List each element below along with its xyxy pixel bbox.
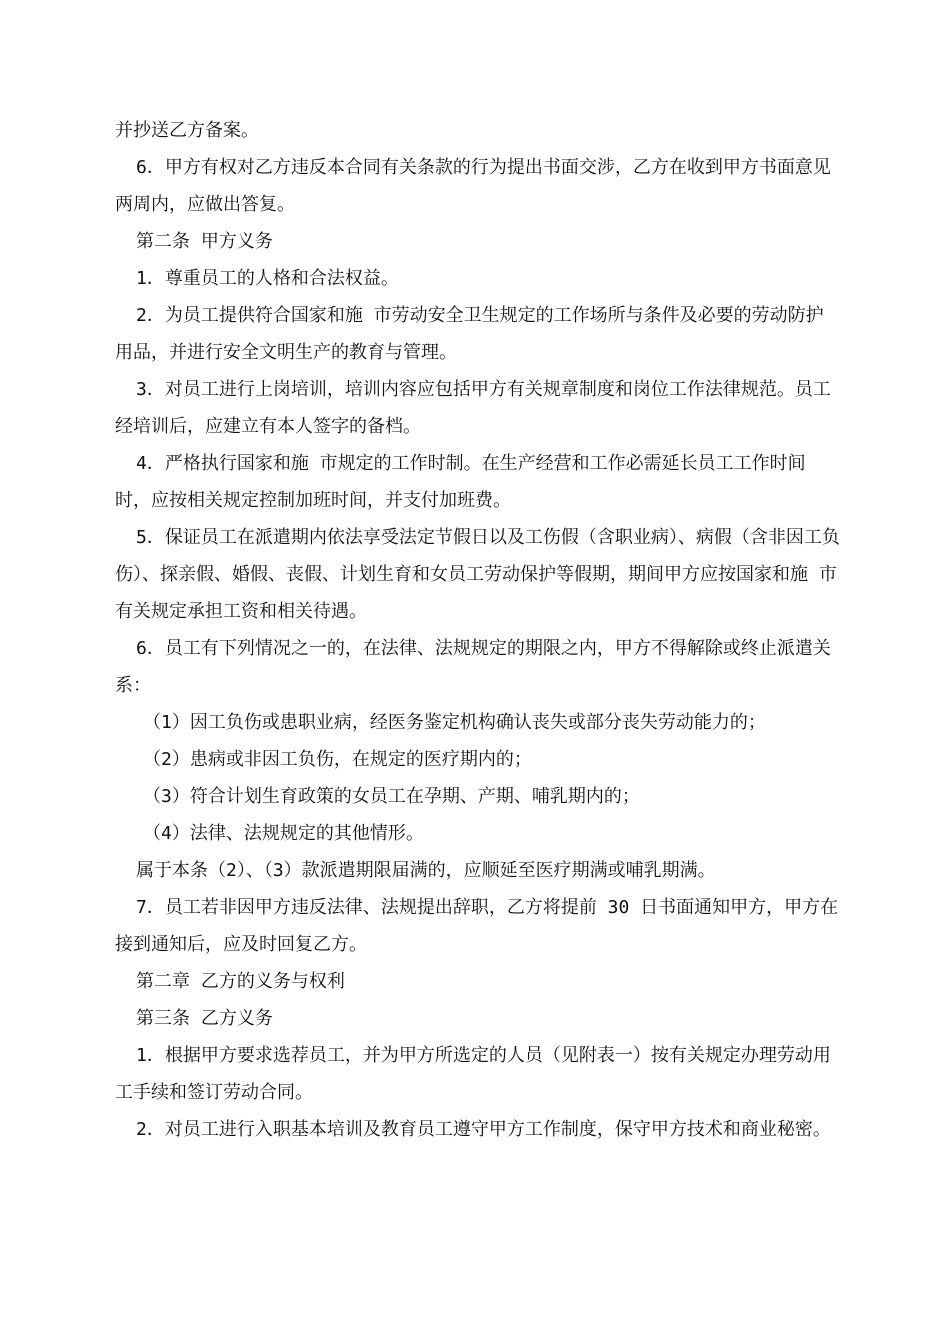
document-body: [115, 112, 840, 1148]
section-heading-article-3: 第三条 乙方义务: [136, 1008, 273, 1029]
paragraph-obligation-2: 2．为员工提供符合国家和施 市劳动安全卫生规定的工作场所与条件及必要的劳动防护用品，并进行安全文明生产的教育与管理。: [115, 305, 824, 363]
paragraph-party-b-obligation-1: 1．根据甲方要求选荐员工，并为甲方所选定的人员（见附表一）按有关规定办理劳动用工手续和签订劳动合同。: [115, 1045, 831, 1103]
paragraph-obligation-1: 1．尊重员工的人格和合法权益。: [136, 268, 399, 289]
paragraph-obligation-5: 5．保证员工在派遣期内依法享受法定节假日以及工伤假（含职业病）、病假（含非因工负伤）、探亲假、婚假、丧假、计划生育和女员工劳动保护等假期，期间甲方应按国家和施 市有关规定承担工资和相关待遇。: [115, 527, 840, 622]
paragraph-obligation-3: 3．对员工进行上岗培训，培训内容应包括甲方有关规章制度和岗位工作法律规范。员工经培训后，应建立有本人签字的备档。: [115, 379, 831, 437]
list-item-condition-2: （2）患病或非因工负伤，在规定的医疗期内的；: [143, 749, 532, 770]
chapter-heading-2: 第二章 乙方的义务与权利: [136, 971, 345, 992]
paragraph-obligation-6: 6．员工有下列情况之一的，在法律、法规规定的期限之内，甲方不得解除或终止派遣关系：: [115, 638, 831, 696]
paragraph-obligation-7: 7．员工若非因甲方违反法律、法规提出辞职，乙方将提前 30 日书面通知甲方，甲方在接到通知后，应及时回复乙方。: [115, 897, 839, 955]
paragraph-clause-6-negotiation: 6．甲方有权对乙方违反本合同有关条款的行为提出书面交涉，乙方在收到甲方书面意见两周内，应做出答复。: [115, 157, 831, 215]
list-item-condition-4: （4）法律、法规规定的其他情形。: [143, 823, 424, 844]
list-item-condition-1: （1）因工负伤或患职业病，经医务鉴定机构确认丧失或部分丧失劳动能力的；: [143, 712, 766, 733]
paragraph-obligation-4: 4．严格执行国家和施 市规定的工作时制。在生产经营和工作必需延长员工工作时间时，应按相关规定控制加班时间，并支付加班费。: [115, 453, 806, 511]
paragraph-continuation: 并抄送乙方备案。: [115, 120, 259, 141]
paragraph-party-b-obligation-2: 2．对员工进行入职基本培训及教育员工遵守甲方工作制度，保守甲方技术和商业秘密。: [136, 1119, 831, 1140]
list-item-condition-3: （3）符合计划生育政策的女员工在孕期、产期、哺乳期内的；: [143, 786, 640, 807]
paragraph-extension-note: 属于本条（2）、（3）款派遣期限届满的，应顺延至医疗期满或哺乳期满。: [136, 860, 716, 881]
section-heading-article-2: 第二条 甲方义务: [136, 231, 273, 252]
